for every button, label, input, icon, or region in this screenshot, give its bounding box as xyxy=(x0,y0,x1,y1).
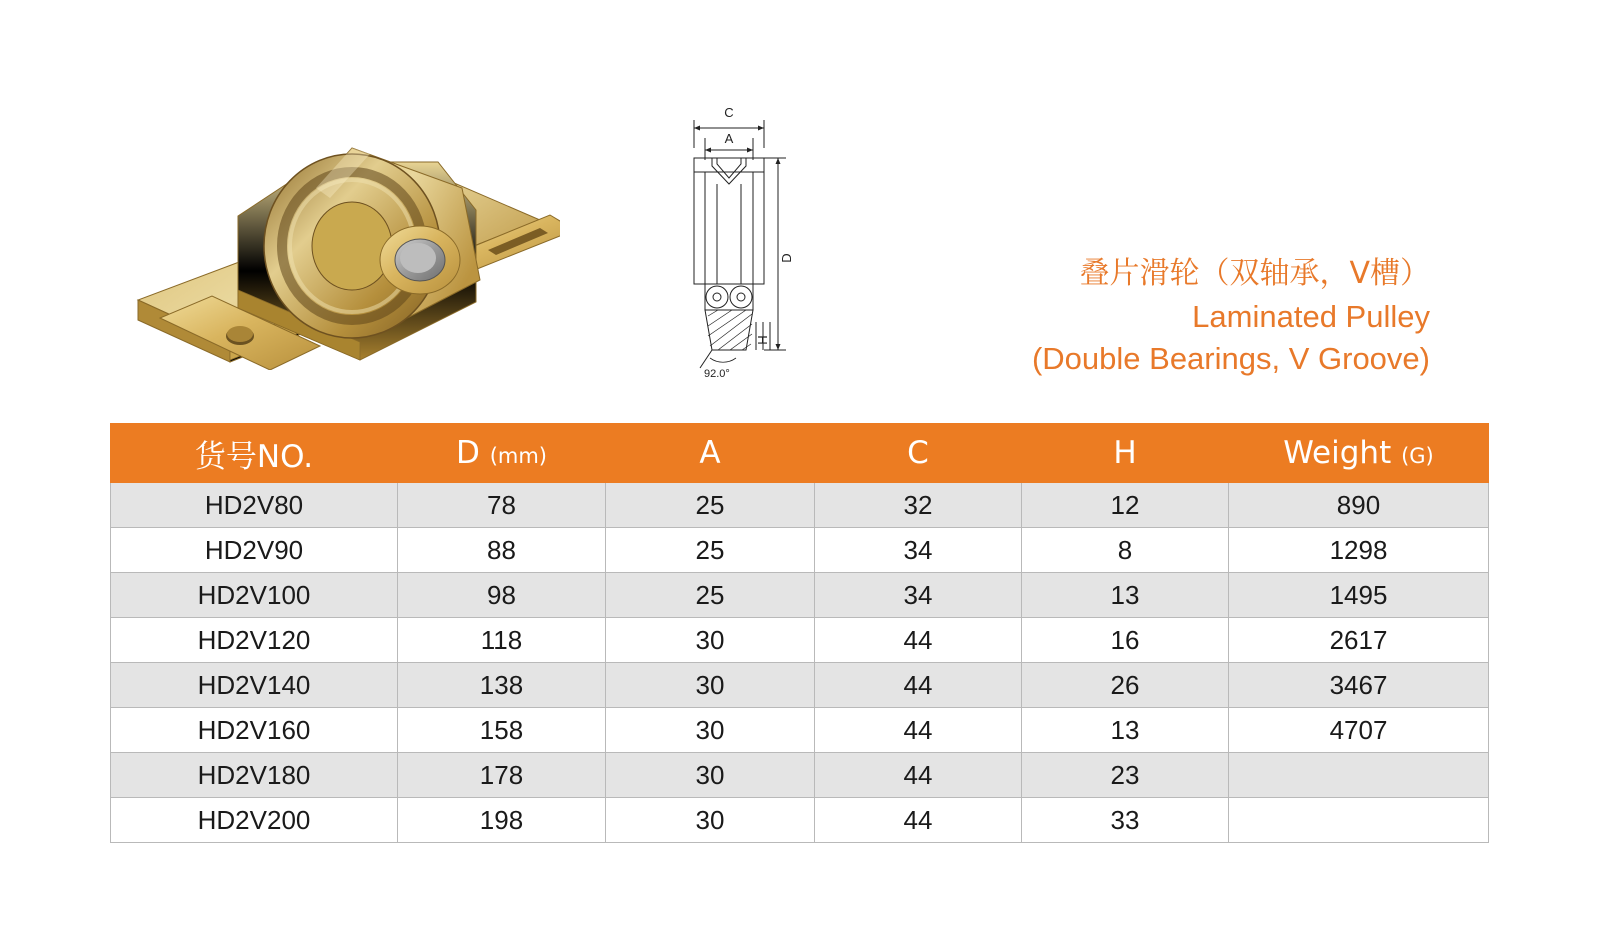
table-row xyxy=(111,708,1489,753)
table-header-cell xyxy=(1022,424,1229,483)
product-photo xyxy=(120,70,560,370)
table-row xyxy=(111,483,1489,528)
table-cell-d: 178 xyxy=(398,753,606,798)
table-header-cell xyxy=(1229,424,1489,483)
product-title-chinese: 叠片滑轮（双轴承，V槽） xyxy=(1079,256,1430,291)
table-header-row xyxy=(111,424,1489,483)
table-cell-part-no: HD2V90 xyxy=(111,528,398,573)
table-header-cell xyxy=(398,424,606,483)
product-title-block xyxy=(1032,255,1430,379)
table-header-cell xyxy=(111,424,398,483)
table-cell-d: 158 xyxy=(398,708,606,753)
table-cell-h: 26 xyxy=(1022,663,1229,708)
table-row xyxy=(111,528,1489,573)
table-cell-part-no: HD2V160 xyxy=(111,708,398,753)
table-cell-a: 25 xyxy=(606,528,815,573)
table-row xyxy=(111,663,1489,708)
table-cell-c: 32 xyxy=(815,483,1022,528)
table-cell-c: 44 xyxy=(815,663,1022,708)
table-cell-a: 30 xyxy=(606,753,815,798)
table-cell-c: 44 xyxy=(815,753,1022,798)
table-cell-h: 33 xyxy=(1022,798,1229,843)
table-cell-weight xyxy=(1229,798,1489,843)
drawing-label-a: A xyxy=(724,131,734,146)
table-cell-a: 30 xyxy=(606,663,815,708)
table-header-label: 货号NO. xyxy=(194,438,314,475)
table-cell-h: 13 xyxy=(1022,708,1229,753)
table-cell-h: 12 xyxy=(1022,483,1229,528)
drawing-label-h: H xyxy=(755,335,770,345)
table-cell-c: 34 xyxy=(815,528,1022,573)
table-header-label: H xyxy=(1113,435,1137,471)
table-cell-h: 8 xyxy=(1022,528,1229,573)
table-cell-d: 78 xyxy=(398,483,606,528)
table-cell-d: 138 xyxy=(398,663,606,708)
table-cell-part-no: HD2V140 xyxy=(111,663,398,708)
table-cell-h: 23 xyxy=(1022,753,1229,798)
table-cell-d: 198 xyxy=(398,798,606,843)
product-title-english: Laminated Pulley xyxy=(1192,299,1430,335)
product-photo-image xyxy=(120,70,560,370)
table-cell-weight: 1298 xyxy=(1229,528,1489,573)
table-header-label: D xyxy=(455,435,480,471)
table-cell-weight: 2617 xyxy=(1229,618,1489,663)
table-cell-h: 13 xyxy=(1022,573,1229,618)
table-cell-weight: 890 xyxy=(1229,483,1489,528)
table-row xyxy=(111,798,1489,843)
table-header-cell xyxy=(815,424,1022,483)
table-row xyxy=(111,618,1489,663)
table-header-unit: (mm) xyxy=(489,444,548,468)
table-cell-d: 118 xyxy=(398,618,606,663)
table-header-label: A xyxy=(699,435,721,471)
table-cell-a: 25 xyxy=(606,483,815,528)
table-cell-weight: 4707 xyxy=(1229,708,1489,753)
table-cell-h: 16 xyxy=(1022,618,1229,663)
table-cell-c: 34 xyxy=(815,573,1022,618)
table-row xyxy=(111,753,1489,798)
technical-drawing xyxy=(660,100,820,390)
table-cell-a: 30 xyxy=(606,708,815,753)
table-cell-weight xyxy=(1229,753,1489,798)
table-cell-a: 30 xyxy=(606,798,815,843)
specification-table xyxy=(110,423,1489,843)
table-cell-part-no: HD2V200 xyxy=(111,798,398,843)
table-cell-a: 25 xyxy=(606,573,815,618)
table-row xyxy=(111,573,1489,618)
product-title-english-subtitle: (Double Bearings, V Groove) xyxy=(1031,341,1430,377)
table-cell-d: 88 xyxy=(398,528,606,573)
table-cell-d: 98 xyxy=(398,573,606,618)
table-cell-part-no: HD2V100 xyxy=(111,573,398,618)
table-header-label: Weight xyxy=(1283,435,1392,471)
table-cell-weight: 1495 xyxy=(1229,573,1489,618)
technical-drawing-image xyxy=(660,100,820,390)
table-cell-c: 44 xyxy=(815,708,1022,753)
table-cell-part-no: HD2V120 xyxy=(111,618,398,663)
table-header-cell xyxy=(606,424,815,483)
table-cell-part-no: HD2V180 xyxy=(111,753,398,798)
table-cell-part-no: HD2V80 xyxy=(111,483,398,528)
table-cell-a: 30 xyxy=(606,618,815,663)
table-cell-c: 44 xyxy=(815,618,1022,663)
drawing-label-angle: 92.0° xyxy=(704,368,730,380)
table-cell-c: 44 xyxy=(815,798,1022,843)
table-header-label: C xyxy=(907,435,929,471)
table-header-unit: (G) xyxy=(1401,444,1434,468)
drawing-label-d: D xyxy=(779,253,794,263)
drawing-label-c: C xyxy=(724,105,734,120)
table-cell-weight: 3467 xyxy=(1229,663,1489,708)
